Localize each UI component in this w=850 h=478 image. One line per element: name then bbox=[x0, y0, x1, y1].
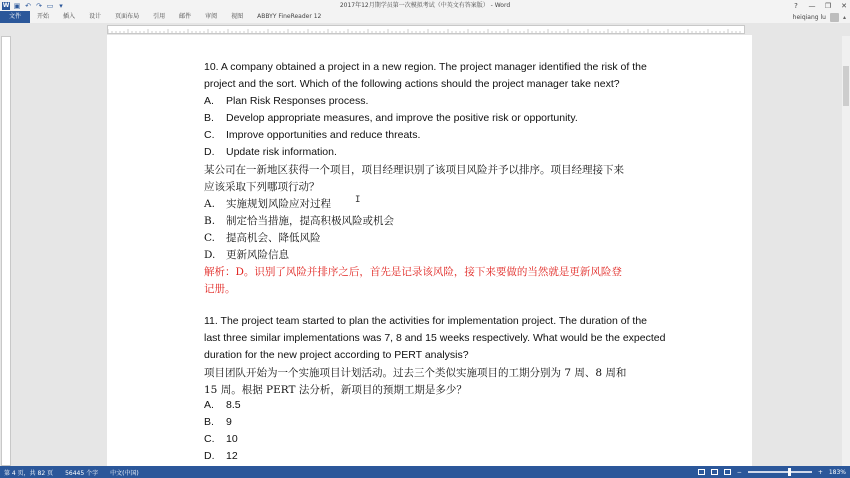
user-area[interactable] bbox=[793, 11, 846, 23]
q11-option-b bbox=[204, 416, 232, 428]
minimize-icon[interactable]: — bbox=[808, 1, 816, 10]
tab-design[interactable]: 设计 bbox=[89, 13, 102, 20]
window-controls bbox=[792, 0, 848, 11]
tab-insert[interactable]: 插入 bbox=[63, 13, 76, 20]
maximize-icon[interactable]: ❐ bbox=[824, 1, 832, 10]
option-text: 10 bbox=[226, 433, 238, 445]
redo-icon[interactable]: ↷ bbox=[36, 1, 42, 10]
q10-option-cn-c bbox=[204, 230, 321, 245]
option-text: 实施规划风险应对过程 bbox=[226, 198, 331, 210]
option-text: 12 bbox=[226, 450, 238, 462]
option-letter: A. bbox=[204, 95, 214, 107]
q10-stem-cn-line-1: 某公司在一新地区获得一个项目，项目经理识别了该项目风险并予以排序。项目经理接下来 bbox=[204, 164, 624, 176]
option-letter: B. bbox=[204, 112, 214, 124]
option-text: Develop appropriate measures, and improve the positive risk or opportunity. bbox=[226, 112, 578, 124]
option-letter: D. bbox=[204, 450, 215, 462]
ribbon-collapse-icon[interactable]: ▴ bbox=[842, 13, 846, 21]
save-icon[interactable]: ▣ bbox=[13, 1, 21, 10]
scrollbar-thumb[interactable] bbox=[843, 66, 849, 106]
word-logo-icon: W bbox=[2, 1, 10, 9]
zoom-level[interactable]: 183% bbox=[828, 468, 846, 476]
tab-view[interactable]: 视图 bbox=[231, 13, 244, 20]
open-icon[interactable]: ▭ bbox=[46, 1, 54, 10]
print-layout-icon[interactable] bbox=[711, 469, 718, 475]
option-text: Plan Risk Responses process. bbox=[226, 95, 369, 107]
option-letter: C. bbox=[204, 129, 215, 141]
option-text: 提高机会、降低风险 bbox=[226, 232, 321, 244]
word-count[interactable]: 56445 个字 bbox=[65, 469, 99, 477]
q10-stem-cn-line-2: 应该采取下列哪项行动？ bbox=[204, 181, 320, 193]
option-text: 更新风险信息 bbox=[226, 249, 289, 261]
vertical-scrollbar[interactable] bbox=[842, 36, 850, 466]
option-letter: C. bbox=[204, 232, 215, 244]
text-cursor-icon: I bbox=[355, 195, 361, 205]
q11-stem-line-3: duration for the new project according to PERT analysis? bbox=[204, 349, 469, 361]
horizontal-ruler[interactable] bbox=[107, 25, 745, 34]
option-letter: C. bbox=[204, 433, 215, 445]
status-bar bbox=[0, 466, 850, 478]
option-letter: A. bbox=[204, 198, 215, 210]
q10-option-c bbox=[204, 129, 420, 141]
zoom-slider[interactable] bbox=[748, 471, 812, 473]
page-count[interactable]: 第 4 页，共 82 页 bbox=[4, 469, 54, 477]
option-text: 8.5 bbox=[226, 399, 241, 411]
close-icon[interactable]: ✕ bbox=[841, 1, 847, 10]
customize-icon[interactable]: ▾ bbox=[59, 1, 63, 10]
q10-option-cn-a bbox=[204, 196, 331, 211]
option-letter: B. bbox=[204, 416, 214, 428]
option-text: Update risk information. bbox=[226, 146, 337, 158]
user-name: heiqiang lu bbox=[792, 13, 826, 21]
title-bar bbox=[0, 0, 850, 11]
avatar[interactable] bbox=[830, 13, 839, 22]
web-layout-icon[interactable] bbox=[724, 469, 731, 475]
option-letter: B. bbox=[204, 215, 216, 227]
q10-option-a bbox=[204, 95, 368, 107]
tab-review[interactable]: 审阅 bbox=[205, 13, 218, 20]
tab-references[interactable]: 引用 bbox=[153, 13, 166, 20]
window-title: 2017年12月期学员第一次模拟考试（中英文有答案版） - Word bbox=[339, 2, 511, 9]
q10-analysis-line-2: 记册。 bbox=[204, 283, 236, 295]
zoom-slider-knob[interactable] bbox=[788, 468, 791, 476]
undo-icon[interactable]: ↶ bbox=[25, 1, 31, 10]
q10-analysis-line-1: 解析：D。识别了风险并排序之后，首先是记录该风险，接下来要做的当然就是更新风险登 bbox=[204, 266, 622, 278]
option-text: 9 bbox=[226, 416, 232, 428]
vertical-ruler[interactable] bbox=[1, 36, 11, 466]
q11-option-c bbox=[204, 433, 238, 445]
q11-option-a bbox=[204, 399, 241, 411]
option-letter: D. bbox=[204, 249, 216, 261]
q11-stem-cn-line-1: 项目团队开始为一个实施项目计划活动。过去三个类似实施项目的工期分别为 7 周、8 周和 bbox=[204, 367, 627, 379]
tab-home[interactable]: 开始 bbox=[37, 13, 50, 20]
document-area[interactable] bbox=[12, 35, 842, 466]
ribbon-tabs bbox=[0, 11, 850, 23]
q10-stem-line-2: project and the sort. Which of the following actions should the project manager take next? bbox=[204, 78, 620, 90]
option-text: Improve opportunities and reduce threats. bbox=[226, 129, 421, 141]
q11-stem-line-2: last three similar implementations was 7, 8 and 15 weeks respectively. What would be the expected bbox=[204, 332, 666, 344]
language[interactable]: 中文(中国) bbox=[110, 469, 139, 477]
tab-abbyy[interactable]: ABBYY FineReader 12 bbox=[257, 13, 322, 20]
q10-option-cn-d bbox=[204, 247, 289, 262]
help-icon[interactable]: ? bbox=[794, 1, 798, 10]
q10-option-b bbox=[204, 112, 578, 124]
option-letter: A. bbox=[204, 399, 214, 411]
document-page[interactable] bbox=[107, 35, 752, 466]
zoom-out-icon[interactable]: − bbox=[736, 468, 742, 476]
tab-layout[interactable]: 页面布局 bbox=[115, 13, 140, 20]
tab-file[interactable]: 文件 bbox=[0, 11, 30, 23]
q11-option-d bbox=[204, 450, 238, 462]
q10-stem-line-1: 10. A company obtained a project in a new region. The project manager identified the risk of the bbox=[204, 61, 647, 73]
q10-option-d bbox=[204, 146, 337, 158]
option-text: 制定恰当措施，提高积极风险或机会 bbox=[226, 215, 394, 227]
q11-stem-line-1: 11. The project team started to plan the activities for implementation project. The duration of the bbox=[204, 315, 647, 327]
q10-option-cn-b bbox=[204, 213, 394, 228]
ruler-ticks bbox=[108, 26, 744, 33]
option-letter: D. bbox=[204, 146, 215, 158]
tab-mailings[interactable]: 邮件 bbox=[179, 13, 192, 20]
read-mode-icon[interactable] bbox=[698, 469, 705, 475]
zoom-in-icon[interactable]: + bbox=[817, 468, 823, 476]
q11-stem-cn-line-2: 15 周。根据 PERT 法分析，新项目的预期工期是多少？ bbox=[204, 384, 467, 396]
